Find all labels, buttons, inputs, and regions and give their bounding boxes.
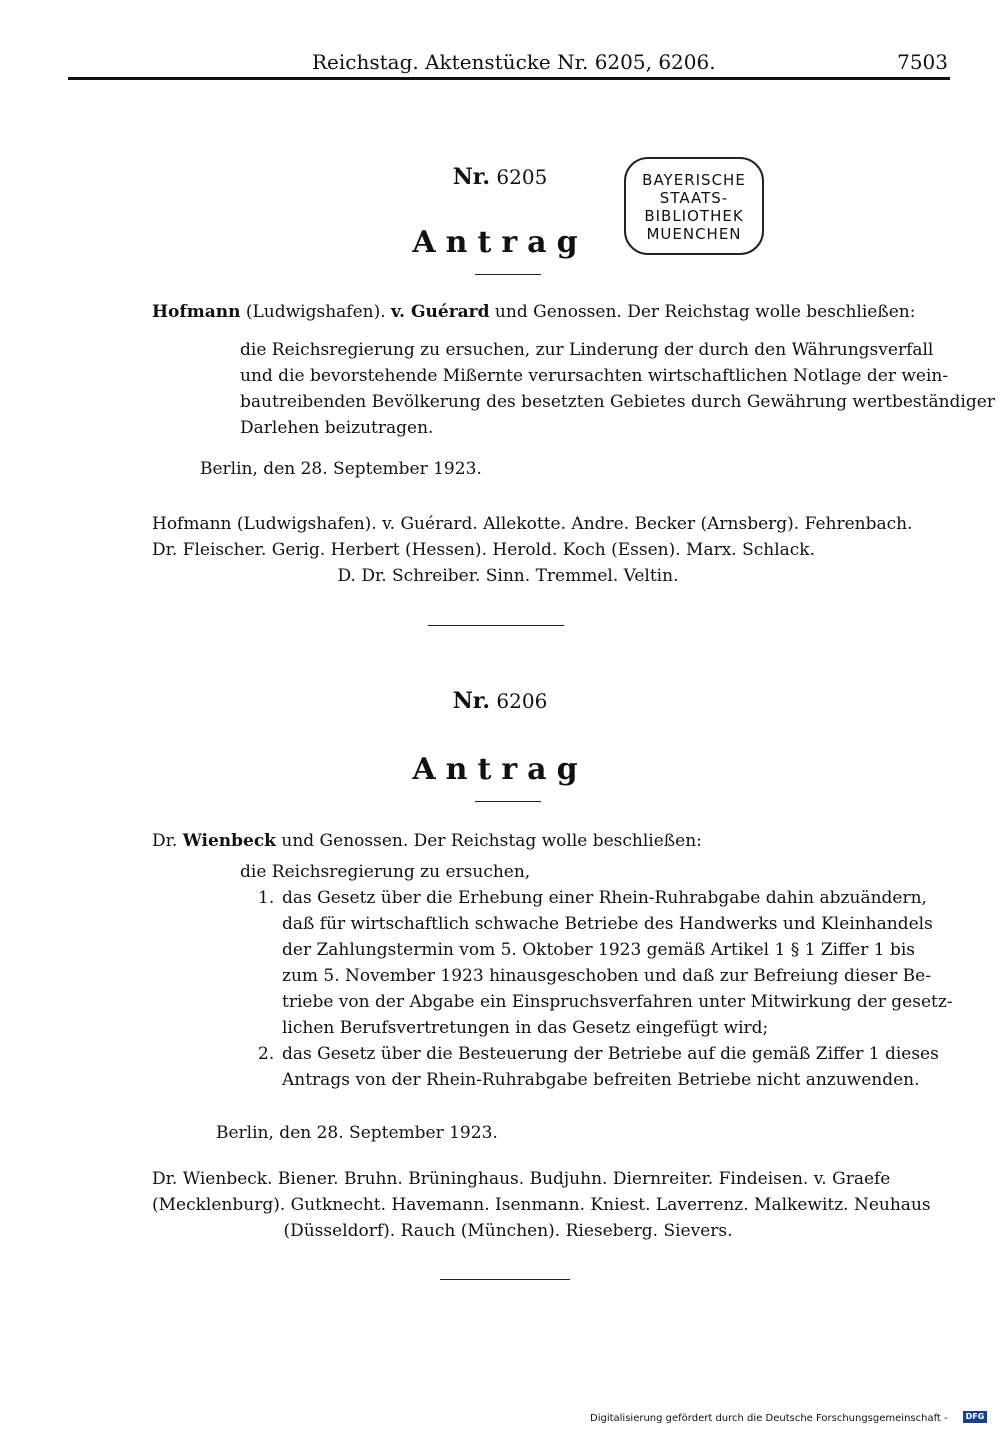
- doc1-body-line: Darlehen beizutragen.: [240, 418, 434, 438]
- doc1-mover-name: v. Guérard: [391, 302, 490, 322]
- doc1-heading-rule: [475, 274, 541, 275]
- doc2-item-line: [258, 1041, 939, 1067]
- doc2-signatory-line: Dr. Wienbeck. Biener. Bruhn. Brüninghaus. Budjuhn. Diernreiter. Findeisen. v. Graefe: [152, 1169, 891, 1189]
- doc2-signatory-line: (Mecklenburg). Gutknecht. Havemann. Isenmann. Kniest. Laverrenz. Malkewitz. Neuhaus: [152, 1195, 931, 1215]
- doc1-number: [0, 164, 1000, 190]
- digitization-credit: Digitalisierung gefördert durch die Deutsche Forschungsgemeinschaft -: [590, 1413, 948, 1424]
- doc1-mover-text: und Genossen. Der Reichstag wolle beschließen:: [489, 302, 916, 322]
- doc2-heading-rule: [475, 801, 541, 802]
- page-number: 7503: [897, 50, 948, 74]
- doc1-body-line: die Reichsregierung zu ersuchen, zur Linderung der durch den Währungsverfall: [240, 340, 934, 360]
- stamp-line: BIBLIOTHEK: [644, 207, 744, 225]
- doc1-signatory-line: Hofmann (Ludwigshafen). v. Guérard. Allekotte. Andre. Becker (Arnsberg). Fehrenbach.: [152, 514, 913, 534]
- doc2-item-line: triebe von der Abgabe ein Einspruchsverfahren unter Mitwirkung der gesetz-: [282, 992, 953, 1012]
- doc2-item-line: der Zahlungstermin vom 5. Oktober 1923 gemäß Artikel 1 § 1 Ziffer 1 bis: [282, 940, 916, 960]
- doc2-intro: die Reichsregierung zu ersuchen,: [240, 862, 531, 882]
- doc2-heading: Antrag: [412, 752, 588, 787]
- doc2-item-line: daß für wirtschaftlich schwache Betriebe des Handwerks und Kleinhandels: [282, 914, 933, 934]
- dfg-logo: DFG: [963, 1411, 987, 1423]
- doc2-item-2: [258, 1041, 939, 1093]
- doc1-signatory-line: Dr. Fleischer. Gerig. Herbert (Hessen). Herold. Koch (Essen). Marx. Schlack.: [152, 540, 816, 560]
- doc2-movers: [152, 828, 702, 854]
- running-header-title: Reichstag. Aktenstücke Nr. 6205, 6206.: [312, 50, 716, 74]
- doc2-item-line: [258, 885, 927, 911]
- doc2-item-text: das Gesetz über die Erhebung einer Rhein-Ruhrabgabe dahin abzuändern,: [282, 888, 927, 908]
- doc1-signatories: [152, 511, 913, 589]
- doc2-item-line: zum 5. November 1923 hinausgeschoben und daß zur Befreiung dieser Be-: [282, 966, 931, 986]
- doc1-place-date: Berlin, den 28. September 1923.: [200, 459, 482, 479]
- doc1-mover-text: (Ludwigshafen).: [240, 302, 392, 322]
- doc2-item-number: 2.: [258, 1044, 275, 1064]
- doc2-item-line: Antrags von der Rhein-Ruhrabgabe befreiten Betriebe nicht anzuwenden.: [282, 1070, 920, 1090]
- doc1-mover-name: Hofmann: [152, 302, 241, 322]
- stamp-line: STAATS-: [659, 189, 729, 207]
- doc2-signatory-line: (Düsseldorf). Rauch (München). Rieseberg. Sievers.: [283, 1221, 733, 1241]
- doc1-body-line: und die bevorstehende Mißernte verursachten wirtschaftlichen Notlage der wein-: [240, 366, 949, 386]
- doc2-item-text: das Gesetz über die Besteuerung der Betriebe auf die gemäß Ziffer 1 dieses: [282, 1044, 939, 1064]
- doc2-nr-value: 6206: [496, 689, 548, 713]
- section-separator: [428, 625, 564, 626]
- doc2-item-number: 1.: [258, 888, 275, 908]
- doc2-item-line: lichen Berufsvertretungen in das Gesetz eingefügt wird;: [282, 1018, 769, 1038]
- stamp-line: BAYERISCHE: [642, 171, 746, 189]
- end-rule: [440, 1279, 570, 1280]
- doc2-signatories: [152, 1166, 931, 1244]
- doc1-signatory-line: D. Dr. Schreiber. Sinn. Tremmel. Veltin.: [337, 566, 679, 586]
- doc1-heading: Antrag: [412, 225, 588, 260]
- doc1-body: [240, 337, 995, 441]
- stamp-line: MUENCHEN: [646, 225, 742, 243]
- header-rule: [68, 77, 950, 80]
- doc2-mover-name: Wienbeck: [182, 831, 276, 851]
- doc2-number: [0, 688, 1000, 714]
- doc1-body-line: bautreibenden Bevölkerung des besetzten Gebietes durch Gewährung wertbeständiger: [240, 392, 995, 412]
- doc2-nr-label: Nr.: [452, 688, 491, 714]
- doc2-mover-text: und Genossen. Der Reichstag wolle beschließen:: [275, 831, 702, 851]
- doc2-mover-text: Dr.: [152, 831, 183, 851]
- doc1-movers: [152, 299, 916, 325]
- doc2-place-date: Berlin, den 28. September 1923.: [216, 1123, 498, 1143]
- doc1-nr-label: Nr.: [452, 164, 491, 190]
- doc2-item-1: [258, 885, 953, 1041]
- doc1-nr-value: 6205: [496, 165, 548, 189]
